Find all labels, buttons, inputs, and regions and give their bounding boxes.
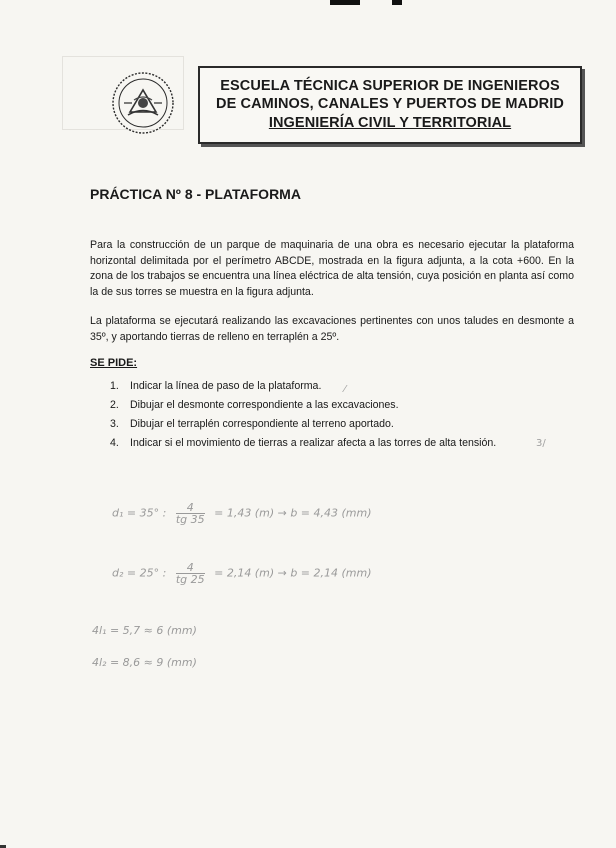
handwritten-calc-2 [112,562,372,585]
calc-1-result: = 1,43 (m) → b = 4,43 (mm) [214,506,372,520]
calc-2-fraction [176,562,205,585]
header-line-1: ESCUELA TÉCNICA SUPERIOR DE INGENIEROS [220,78,560,94]
calc-1-numerator: 4 [176,502,205,514]
calc-2-label: d₂ = 25° : [112,566,167,580]
calc-1-denominator: tg 35 [175,513,205,526]
practice-title: PRÁCTICA Nº 8 - PLATAFORMA [90,186,301,202]
calc-1-fraction [176,502,205,525]
calc-2-numerator: 4 [176,562,205,574]
task-number: 3. [110,418,119,430]
task-item [110,437,496,456]
task-number: 2. [110,399,119,411]
task-number: 4. [110,437,119,449]
handwritten-calc-3: 4l₁ = 5,7 ≈ 6 (mm) [92,624,197,637]
task-text: Dibujar el desmonte correspondiente a las excavaciones. [130,399,399,411]
task-item [110,418,496,437]
school-header [198,66,582,144]
scan-artifact-top [330,0,410,6]
pencil-tick-icon: ⁄ [344,384,346,395]
tasks-heading: SE PIDE: [90,357,138,369]
calc-2-result: = 2,14 (m) → b = 2,14 (mm) [214,566,372,580]
handwritten-calc-4: 4l₂ = 8,6 ≈ 9 (mm) [92,656,197,669]
task-list [110,380,496,456]
degree-name: INGENIERÍA CIVIL Y TERRITORIAL [268,115,512,131]
header-line-3 [200,115,580,131]
calc-2-denominator: tg 25 [175,573,205,586]
university-seal-icon [110,70,176,136]
task-text: Dibujar el terraplén correspondiente al terreno aportado. [130,418,394,430]
slopes-paragraph: La plataforma se ejecutará realizando las excavaciones pertinentes con unos taludes en desmonte a 35º, y aportando tierras de relleno en terraplén a 25º. [90,315,574,343]
task-item [110,399,496,418]
task-text: Indicar si el movimiento de tierras a realizar afecta a las torres de alta tensión. [130,437,497,449]
margin-note: 3/ [536,438,546,449]
calc-1-label: d₁ = 35° : [112,506,167,520]
task-text: Indicar la línea de paso de la plataforma. [130,380,322,392]
header-line-2: DE CAMINOS, CANALES Y PUERTOS DE MADRID [216,96,564,112]
intro-paragraph: Para la construcción de un parque de maquinaria de una obra es necesario ejecutar la plataforma horizontal delimitada por el perímetro ABCDE, mostrada en la figura adjunta, a la cota +600. En la zona de los trabajos se encuentra una línea eléctrica de alta tensión, cuya posición en planta así como la de sus torres se muestra en la figura adjunta. [90,239,574,298]
task-item [110,380,496,399]
task-number: 1. [110,380,119,392]
handwritten-calc-1 [112,502,372,525]
